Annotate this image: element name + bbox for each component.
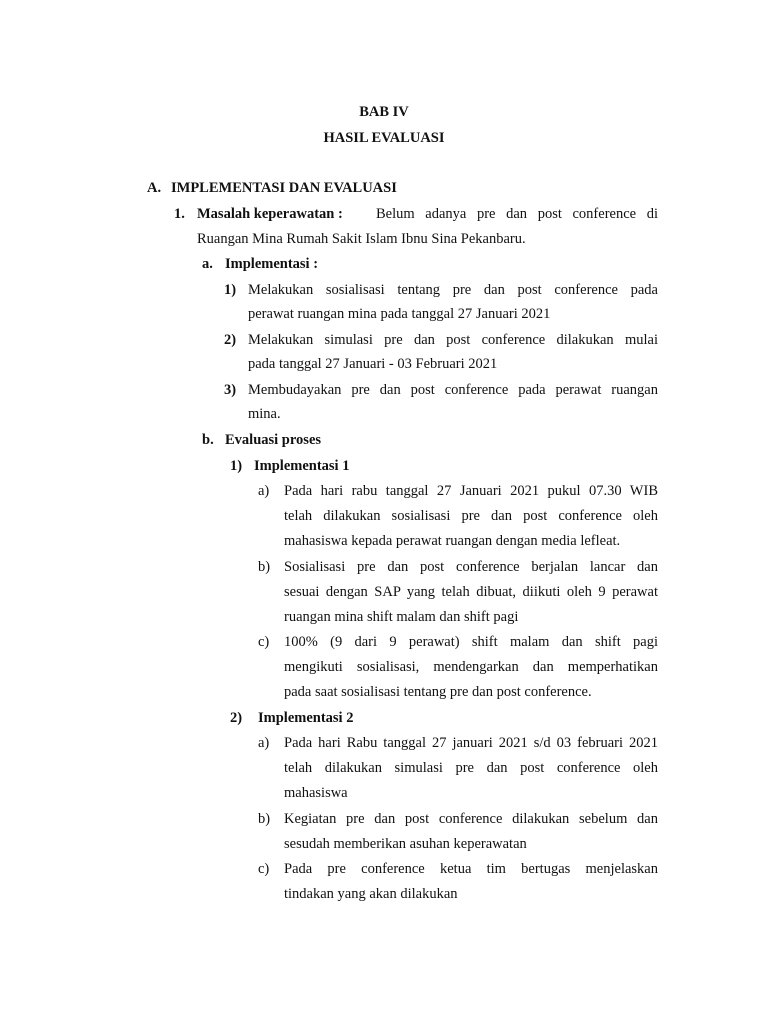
chapter-heading: BAB IV (359, 104, 409, 120)
chapter-title: HASIL EVALUASI (323, 130, 445, 146)
impl-item-3-line-2: mina. (248, 406, 281, 422)
sub-a-heading: Implementasi : (225, 256, 319, 272)
section-a-heading: IMPLEMENTASI DAN EVALUASI (171, 180, 397, 196)
impl-1-c-line-1: 100% (9 dari 9 perawat) shift malam dan shift pagi (284, 634, 658, 650)
impl-2-c-marker: c) (258, 861, 270, 877)
impl-2-marker: 2) (230, 710, 243, 726)
impl-1-heading: Implementasi 1 (254, 458, 350, 474)
section-a-marker: A. (147, 180, 162, 196)
item-1-line-1 (197, 205, 658, 223)
item-1-marker: 1. (174, 206, 185, 222)
sub-b-heading: Evaluasi proses (225, 432, 322, 448)
impl-2-heading: Implementasi 2 (258, 710, 354, 726)
impl-1-a-line-3: mahasiswa kepada perawat ruangan dengan media lefleat. (284, 533, 621, 549)
impl-1-c-line-3: pada saat sosialisasi tentang pre dan post conference. (284, 684, 592, 700)
impl-item-1-line-2: perawat ruangan mina pada tanggal 27 Januari 2021 (248, 306, 551, 322)
impl-2-c-line-2: tindakan yang akan dilakukan (284, 886, 458, 902)
item-1-label: Masalah keperawatan : (197, 206, 343, 222)
impl-2-b-line-1: Kegiatan pre dan post conference dilakukan sebelum dan (284, 811, 658, 827)
item-1-line-2: Ruangan Mina Rumah Sakit Islam Ibnu Sina Pekanbaru. (197, 231, 526, 247)
impl-2-a-line-1: Pada hari Rabu tanggal 27 januari 2021 s/d 03 februari 2021 (284, 735, 658, 751)
impl-1-b-line-2: sesuai dengan SAP yang telah dibuat, diikuti oleh 9 perawat (284, 584, 658, 600)
impl-1-b-line-3: ruangan mina shift malam dan shift pagi (284, 609, 519, 625)
impl-1-marker: 1) (230, 458, 243, 474)
impl-2-b-marker: b) (258, 811, 271, 827)
item-1-text: Belum adanya pre dan post conference di (376, 206, 658, 222)
impl-1-c-marker: c) (258, 634, 270, 650)
impl-item-1-line-1: Melakukan sosialisasi tentang pre dan post conference pada (248, 282, 658, 298)
impl-item-3-marker: 3) (224, 382, 237, 398)
impl-item-2-line-1: Melakukan simulasi pre dan post conference dilakukan mulai (248, 332, 658, 348)
impl-item-3-line-1: Membudayakan pre dan post conference pada perawat ruangan (248, 382, 658, 398)
impl-2-a-line-3: mahasiswa (284, 785, 348, 801)
impl-1-a-marker: a) (258, 483, 270, 499)
impl-2-a-line-2: telah dilakukan simulasi pre dan post conference oleh (284, 760, 658, 776)
impl-1-a-line-2: telah dilakukan sosialisasi pre dan post conference oleh (284, 508, 658, 524)
sub-a-marker: a. (202, 256, 213, 272)
sub-b-marker: b. (202, 432, 214, 448)
impl-1-c-line-2: mengikuti sosialisasi, mendengarkan dan memperhatikan (284, 659, 658, 675)
impl-2-c-line-1: Pada pre conference ketua tim bertugas menjelaskan (284, 861, 658, 877)
impl-2-a-marker: a) (258, 735, 270, 751)
impl-item-2-marker: 2) (224, 332, 237, 348)
impl-1-b-marker: b) (258, 559, 271, 575)
impl-1-b-line-1: Sosialisasi pre dan post conference berjalan lancar dan (284, 559, 658, 575)
impl-item-1-marker: 1) (224, 282, 237, 298)
impl-1-a-line-1: Pada hari rabu tanggal 27 Januari 2021 pukul 07.30 WIB (284, 483, 658, 499)
impl-2-b-line-2: sesudah memberikan asuhan keperawatan (284, 836, 527, 852)
impl-item-2-line-2: pada tanggal 27 Januari - 03 Februari 2021 (248, 356, 498, 372)
